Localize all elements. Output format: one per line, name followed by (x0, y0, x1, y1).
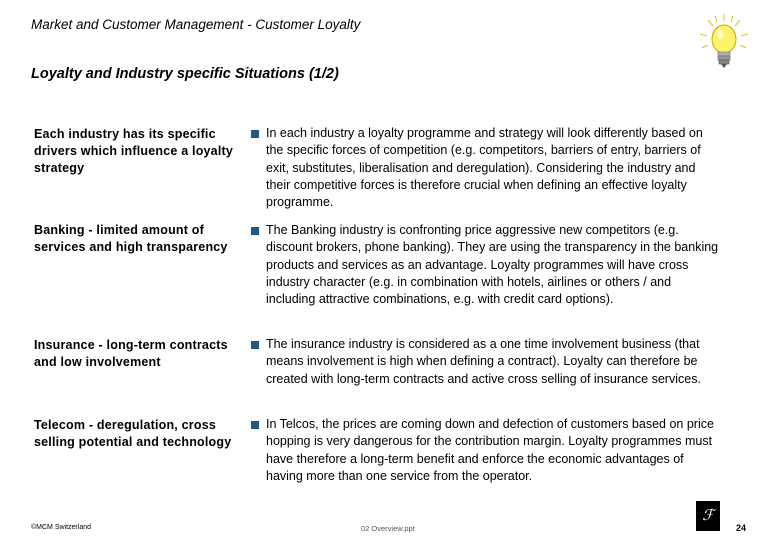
row-heading: Insurance - long-term contracts and low involvement (34, 338, 228, 369)
row-text: In Telcos, the prices are coming down and defection of customers based on price hopping is very dangerous for the contribution margin. Loyalty programmes must have therefore a long-term benefit and enforce the economic advantages of having more than one service from the operator. (266, 417, 714, 483)
row-text: In each industry a loyalty programme and strategy will look differently based on the specific forces of competition (e.g. competitors, barriers of entry, barriers of exit, substitutes, liberalisation and deregulation). Considering the industry and their competitive forces is therefore crucial when defining an effective loyalty programme. (266, 126, 703, 210)
row-body (251, 125, 721, 211)
bullet-square-icon (251, 227, 259, 235)
bullet-square-icon (251, 130, 259, 138)
bullet-square-icon (251, 421, 259, 429)
company-logo: ℱ (696, 501, 720, 531)
slide-title: Loyalty and Industry specific Situations (1/2) (31, 66, 339, 82)
page-number: 24 (736, 523, 747, 533)
row-body (251, 336, 721, 388)
row-text: The Banking industry is confronting price aggressive new competitors (e.g. discount brokers, phone banking). They are using the transparency in the banking products and services as an advantage. Loyalty programmes will have cross industry character (e.g. in combination with hotels, airlines or others / and including attractive combinations, e.g. with credit card options). (266, 223, 719, 307)
row-heading: Telecom - deregulation, cross selling potential and technology (34, 418, 232, 449)
footer-copyright: ©MCM Switzerland (31, 524, 92, 531)
row-heading: Banking - limited amount of services and high transparency (34, 223, 228, 254)
header-title: Market and Customer Management - Customer Loyalty (31, 17, 361, 32)
row-heading: Each industry has its specific drivers which influence a loyalty strategy (34, 127, 234, 175)
row-body (251, 416, 721, 485)
bullet-square-icon (251, 341, 259, 349)
footer-filename: 02 Overview.ppt (361, 524, 415, 533)
row-text: The insurance industry is considered as a one time involvement business (that means involvement is high when defining a contract). Loyalty can therefore be created with long-term contracts and active cross selling of insurance services. (266, 337, 701, 386)
row-body (251, 222, 721, 308)
